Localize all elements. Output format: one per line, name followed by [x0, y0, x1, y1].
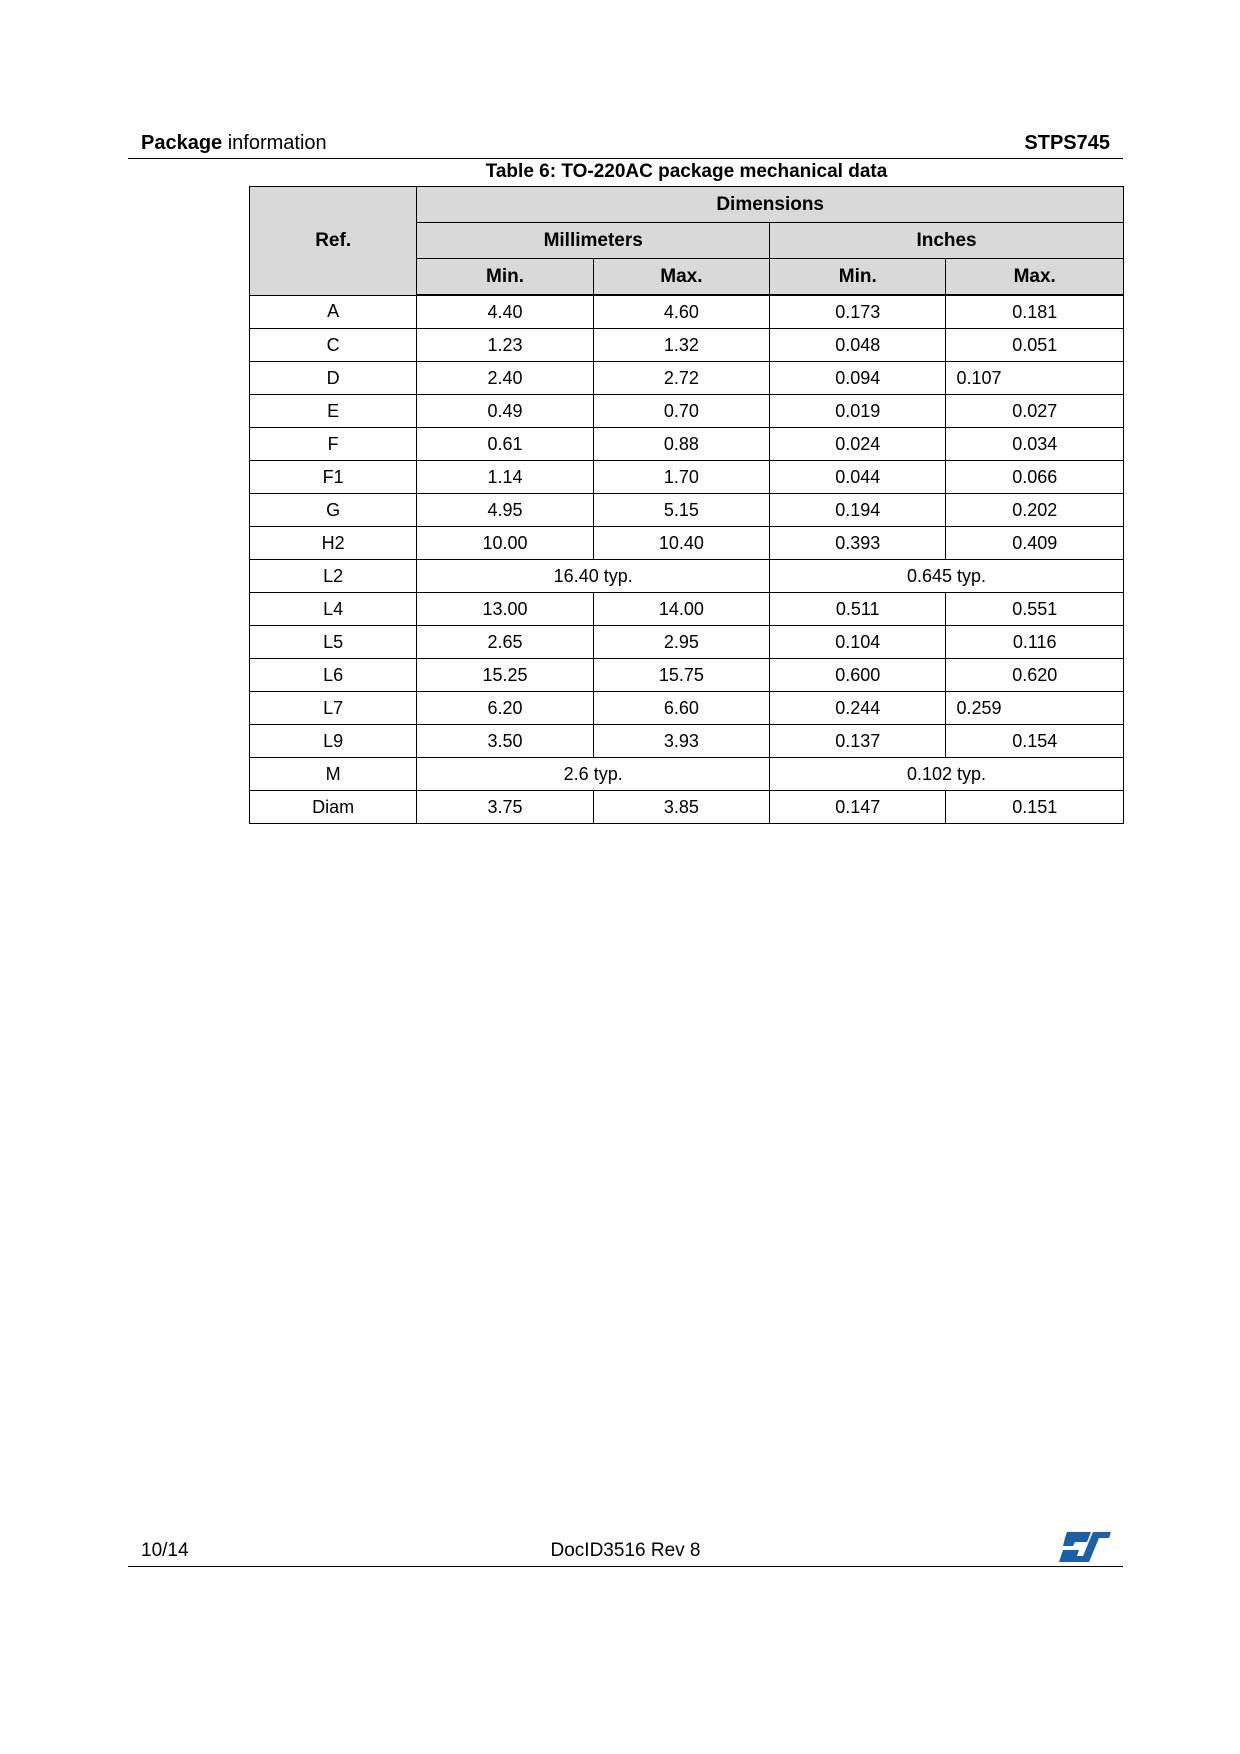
dimensions-header: Dimensions [417, 187, 1124, 223]
table-row [250, 395, 1124, 428]
table-row [250, 362, 1124, 395]
ref-cell: L9 [250, 725, 417, 758]
table-row [250, 791, 1124, 824]
mm-min-cell: 3.75 [417, 791, 593, 824]
in-min-header: Min. [770, 259, 946, 296]
mm-max-cell: 1.32 [593, 329, 769, 362]
table-row [250, 461, 1124, 494]
mechanical-data-table [249, 186, 1124, 824]
section-title-bold: Package [141, 132, 223, 154]
mm-min-cell: 4.40 [417, 295, 593, 329]
mm-min-cell: 15.25 [417, 659, 593, 692]
table-row [250, 560, 1124, 593]
ref-cell: C [250, 329, 417, 362]
in-max-cell: 0.051 [946, 329, 1124, 362]
ref-cell: D [250, 362, 417, 395]
mm-min-cell: 1.14 [417, 461, 593, 494]
table-row [250, 725, 1124, 758]
table-row [250, 295, 1124, 329]
mm-max-cell: 1.70 [593, 461, 769, 494]
in-min-cell: 0.511 [770, 593, 946, 626]
in-typ-cell: 0.102 typ. [770, 758, 1124, 791]
in-max-cell: 0.107 [946, 362, 1124, 395]
mm-min-cell: 0.49 [417, 395, 593, 428]
table-row [250, 626, 1124, 659]
mm-max-header: Max. [593, 259, 769, 296]
in-min-cell: 0.137 [770, 725, 946, 758]
in-max-cell: 0.066 [946, 461, 1124, 494]
mm-max-cell: 0.88 [593, 428, 769, 461]
in-min-cell: 0.173 [770, 295, 946, 329]
st-logo-icon [1053, 1528, 1111, 1562]
mm-min-header: Min. [417, 259, 593, 296]
in-max-cell: 0.034 [946, 428, 1124, 461]
mm-max-cell: 6.60 [593, 692, 769, 725]
in-max-cell: 0.551 [946, 593, 1124, 626]
table-caption: Table 6: TO-220AC package mechanical data [485, 161, 888, 182]
mm-min-cell: 2.40 [417, 362, 593, 395]
mm-min-cell: 6.20 [417, 692, 593, 725]
ref-cell: L6 [250, 659, 417, 692]
mm-typ-cell: 2.6 typ. [417, 758, 770, 791]
in-max-cell: 0.116 [946, 626, 1124, 659]
ref-cell: M [250, 758, 417, 791]
mm-typ-cell: 16.40 typ. [417, 560, 770, 593]
page-header [128, 128, 1123, 159]
mm-max-cell: 5.15 [593, 494, 769, 527]
ref-cell: L7 [250, 692, 417, 725]
st-logo-s-shape [1063, 1532, 1091, 1546]
section-title-rest: information [222, 132, 327, 154]
document-id: DocID3516 Rev 8 [550, 1540, 701, 1561]
table-row [250, 527, 1124, 560]
mm-min-cell: 13.00 [417, 593, 593, 626]
in-min-cell: 0.147 [770, 791, 946, 824]
in-min-cell: 0.024 [770, 428, 946, 461]
mm-max-cell: 15.75 [593, 659, 769, 692]
in-max-cell: 0.409 [946, 527, 1124, 560]
table-row [250, 428, 1124, 461]
in-min-cell: 0.600 [770, 659, 946, 692]
in-min-cell: 0.194 [770, 494, 946, 527]
mm-min-cell: 0.61 [417, 428, 593, 461]
in-min-cell: 0.044 [770, 461, 946, 494]
in-max-cell: 0.151 [946, 791, 1124, 824]
table-row [250, 758, 1124, 791]
ref-cell: G [250, 494, 417, 527]
part-number: STPS745 [1024, 132, 1110, 154]
mm-max-cell: 2.95 [593, 626, 769, 659]
mm-max-cell: 3.93 [593, 725, 769, 758]
in-min-cell: 0.094 [770, 362, 946, 395]
in-max-cell: 0.154 [946, 725, 1124, 758]
ref-cell: F [250, 428, 417, 461]
in-typ-cell: 0.645 typ. [770, 560, 1124, 593]
mm-min-cell: 2.65 [417, 626, 593, 659]
table-row [250, 329, 1124, 362]
section-title [141, 132, 327, 155]
mm-min-cell: 3.50 [417, 725, 593, 758]
table-row [250, 593, 1124, 626]
in-min-cell: 0.019 [770, 395, 946, 428]
in-max-cell: 0.027 [946, 395, 1124, 428]
mm-max-cell: 2.72 [593, 362, 769, 395]
inches-header: Inches [770, 223, 1124, 259]
in-max-cell: 0.259 [946, 692, 1124, 725]
page-footer [128, 1534, 1123, 1567]
mm-max-cell: 4.60 [593, 295, 769, 329]
ref-cell: Diam [250, 791, 417, 824]
in-min-cell: 0.104 [770, 626, 946, 659]
table-row [250, 692, 1124, 725]
table-row [250, 659, 1124, 692]
mm-max-cell: 3.85 [593, 791, 769, 824]
mm-max-cell: 0.70 [593, 395, 769, 428]
in-max-cell: 0.620 [946, 659, 1124, 692]
ref-cell: A [250, 295, 417, 329]
mm-max-cell: 14.00 [593, 593, 769, 626]
mm-min-cell: 1.23 [417, 329, 593, 362]
in-min-cell: 0.244 [770, 692, 946, 725]
mm-min-cell: 4.95 [417, 494, 593, 527]
in-min-cell: 0.393 [770, 527, 946, 560]
in-max-header: Max. [946, 259, 1124, 296]
table-row [250, 494, 1124, 527]
ref-header: Ref. [250, 187, 417, 296]
ref-cell: L4 [250, 593, 417, 626]
page-number: 10/14 [141, 1540, 189, 1561]
ref-cell: L2 [250, 560, 417, 593]
table-body [250, 295, 1124, 824]
ref-cell: E [250, 395, 417, 428]
millimeters-header: Millimeters [417, 223, 770, 259]
ref-cell: F1 [250, 461, 417, 494]
in-max-cell: 0.202 [946, 494, 1124, 527]
ref-cell: L5 [250, 626, 417, 659]
mm-min-cell: 10.00 [417, 527, 593, 560]
ref-cell: H2 [250, 527, 417, 560]
in-max-cell: 0.181 [946, 295, 1124, 329]
mm-max-cell: 10.40 [593, 527, 769, 560]
in-min-cell: 0.048 [770, 329, 946, 362]
